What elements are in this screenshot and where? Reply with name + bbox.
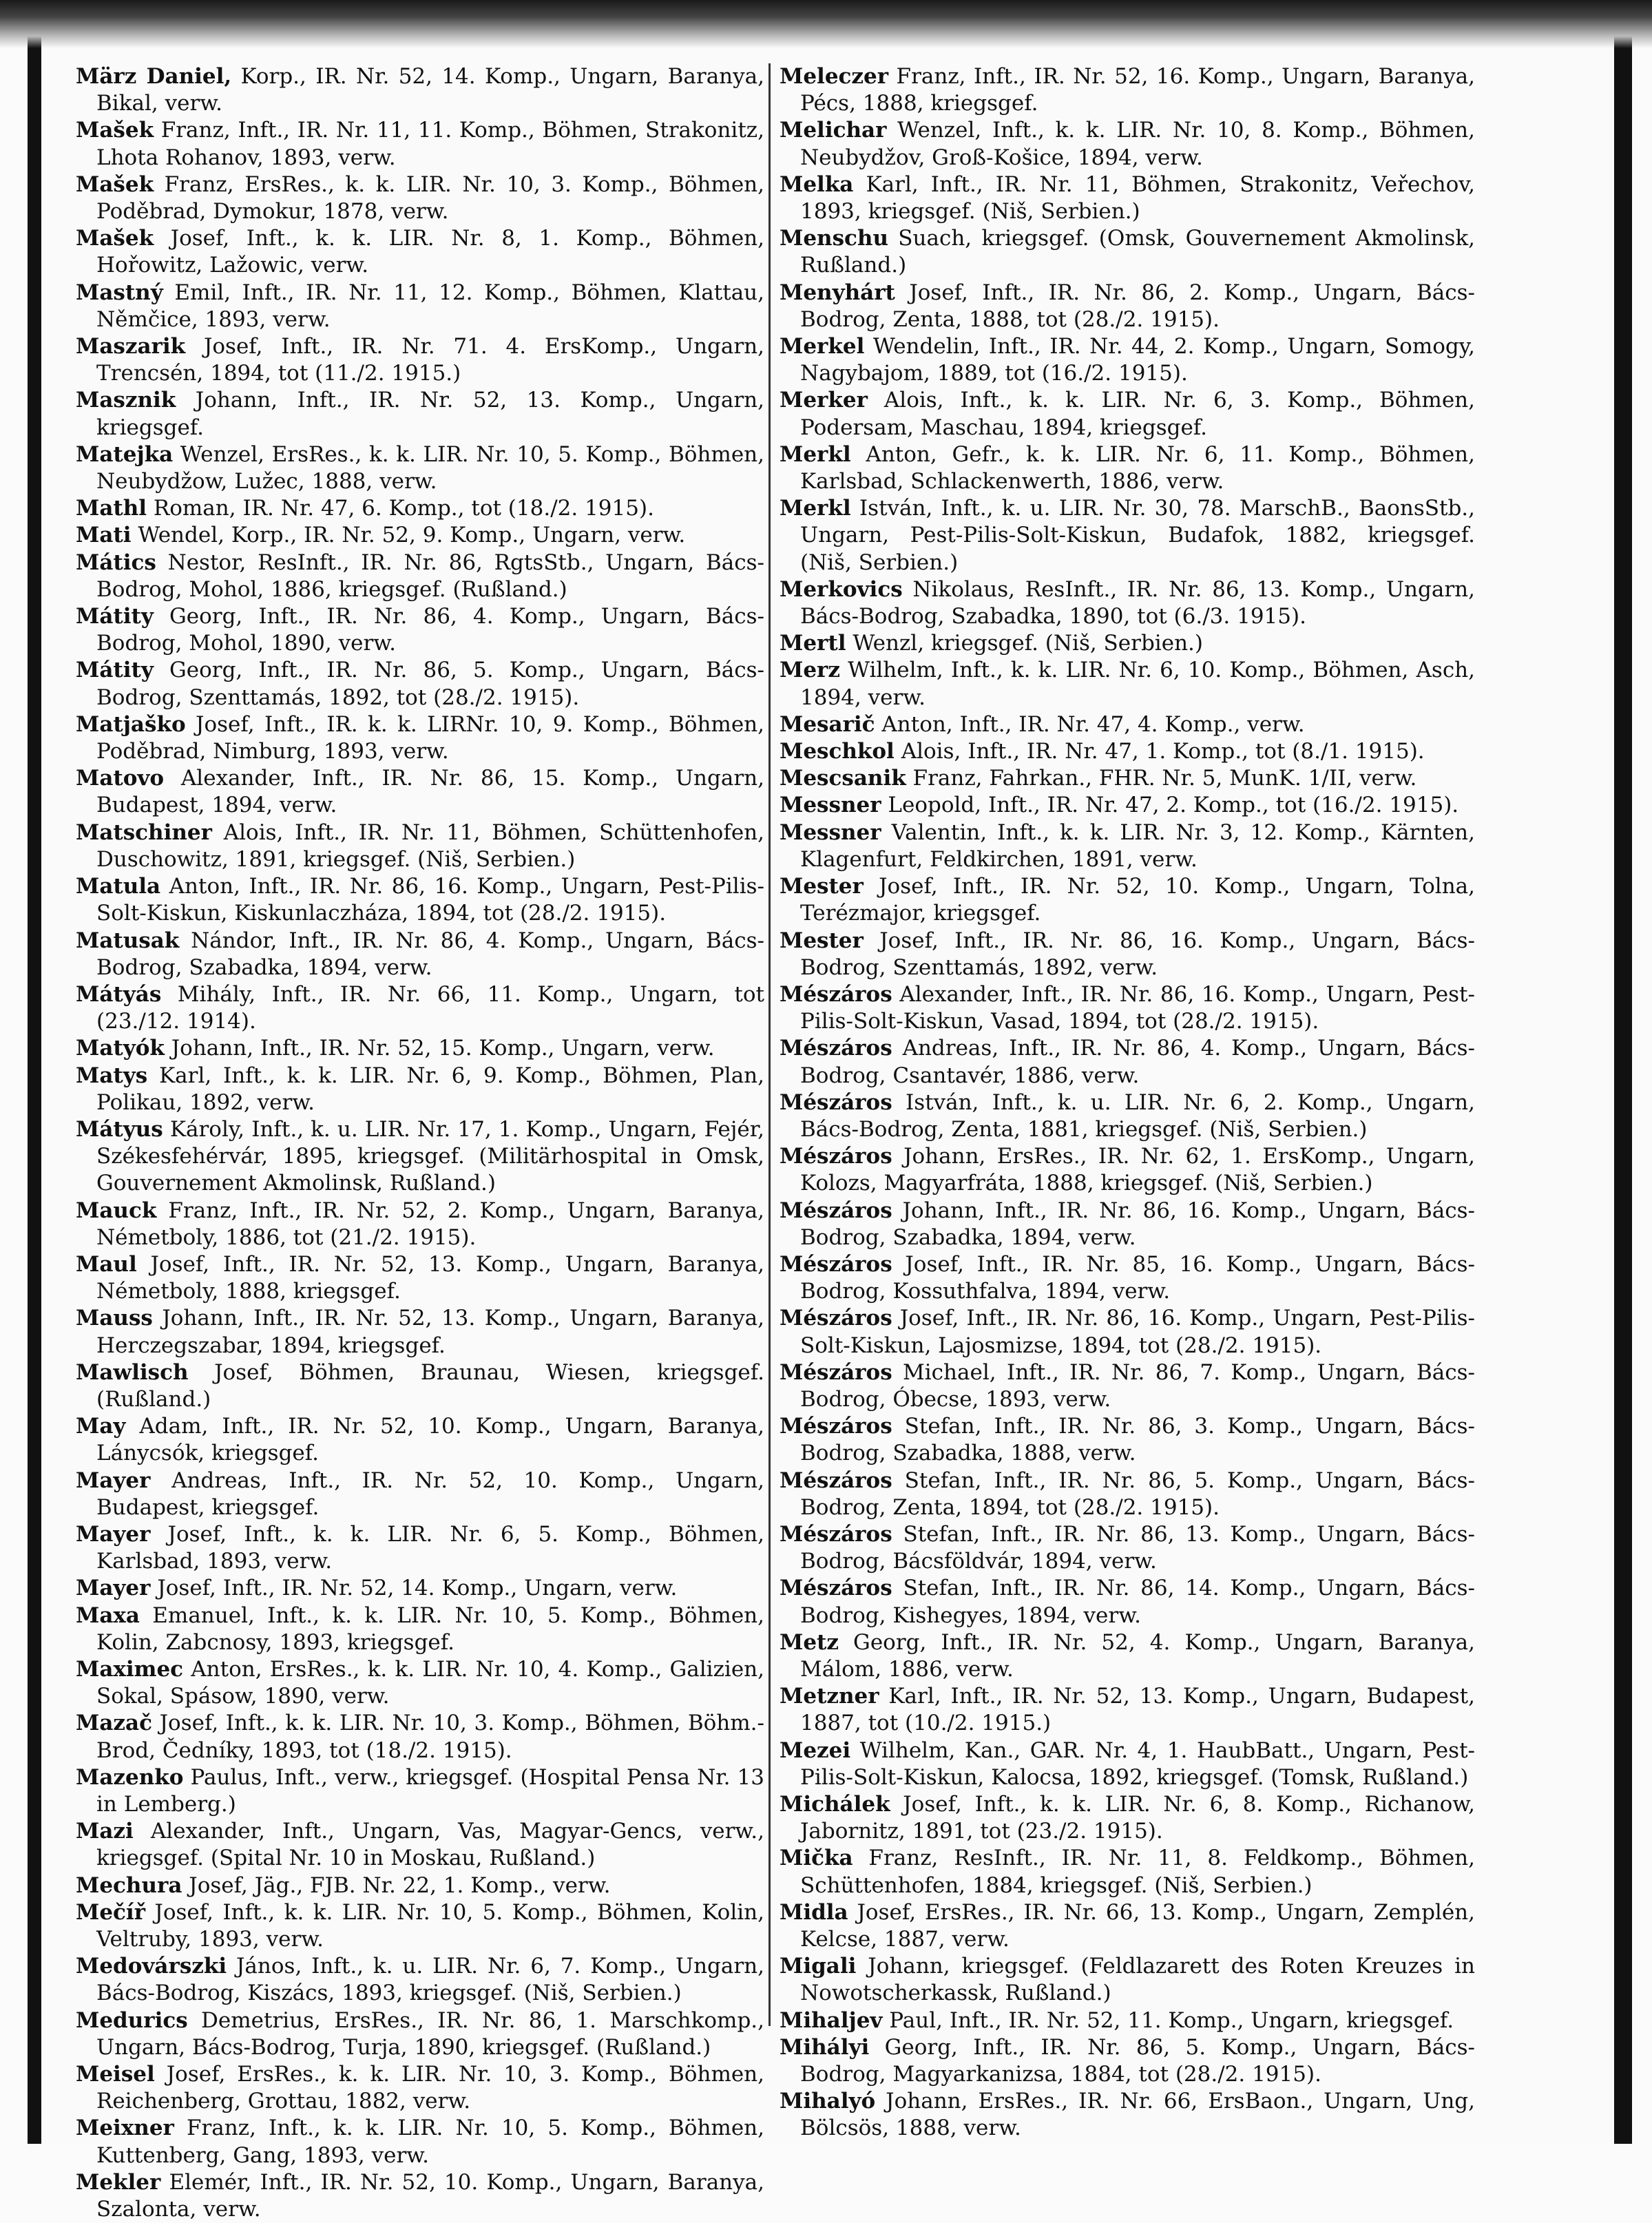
- entry-surname: Mészáros: [780, 1144, 892, 1169]
- register-entry: [76, 1198, 764, 1251]
- entry-details: Josef, ErsRes., k. k. LIR. Nr. 10, 3. Komp., Böhmen, Reichenberg, Grottau, 1882, verw.: [96, 2062, 764, 2114]
- entry-surname: Messner: [780, 820, 881, 845]
- entry-surname: Michálek: [780, 1792, 890, 1817]
- register-entry: [76, 1656, 764, 1710]
- entry-surname: Merker: [780, 388, 868, 413]
- register-entry: [76, 765, 764, 819]
- entry-surname: Merkl: [780, 496, 851, 521]
- entry-details: Nándor, Inft., IR. Nr. 86, 4. Komp., Ungarn, Bács-Bodrog, Szabadka, 1894, verw.: [96, 928, 764, 980]
- entry-surname: Matschiner: [76, 820, 212, 845]
- entry-details: Nikolaus, ResInft., IR. Nr. 86, 13. Komp., Ungarn, Bács-Bodrog, Szabadka, 1890, tot (6./3. 1915).: [800, 576, 1475, 629]
- entry-surname: Mészáros: [780, 1521, 892, 1547]
- entry-surname: Mašek: [76, 226, 154, 251]
- entry-details: Paulus, Inft., verw., kriegsgef. (Hospital Pensa Nr. 13 in Lemberg.): [96, 1764, 764, 1817]
- entry-surname: Mazi: [76, 1819, 134, 1844]
- register-entry: [780, 657, 1475, 711]
- register-entry: [76, 117, 764, 171]
- entry-details: Josef, Inft., IR. Nr. 52, 10. Komp., Ungarn, Tolna, Terézmajor, kriegsgef.: [800, 874, 1475, 926]
- entry-surname: Mescsanik: [780, 766, 906, 791]
- entry-details: Wilhelm, Kan., GAR. Nr. 4, 1. HaubBatt., Ungarn, Pest-Pilis-Solt-Kiskun, Kalocsa, 1892, kriegsgef. (Tomsk, Rußland.): [800, 1737, 1475, 1790]
- entry-details: Johann, Inft., IR. Nr. 52, 15. Komp., Ungarn, verw.: [164, 1036, 715, 1061]
- entry-surname: Merz: [780, 658, 840, 683]
- entry-details: Josef, Inft., k. k. LIR. Nr. 8, 1. Komp., Böhmen, Hořowitz, Lažowic, verw.: [96, 226, 764, 278]
- entry-details: Elemér, Inft., IR. Nr. 52, 10. Komp., Ungarn, Baranya, Szalonta, verw.: [96, 2169, 764, 2222]
- register-entry: [76, 225, 764, 279]
- column-divider: [769, 63, 771, 2026]
- register-entry: [780, 1468, 1475, 1521]
- entry-surname: Mazenko: [76, 1764, 184, 1790]
- entry-surname: Meisel: [76, 2062, 155, 2087]
- register-entry: [780, 2088, 1475, 2142]
- register-entry: [76, 1468, 764, 1521]
- entry-surname: Mészáros: [780, 1306, 892, 1331]
- entry-details: Alexander, Inft., IR. Nr. 86, 16. Komp., Ungarn, Pest-Pilis-Solt-Kiskun, Vasad, 1894, tot (28./2. 1915).: [800, 981, 1475, 1034]
- entry-details: Leopold, Inft., IR. Nr. 47, 2. Komp., tot (16./2. 1915).: [881, 793, 1459, 818]
- entry-details: Emil, Inft., IR. Nr. 11, 12. Komp., Böhmen, Klattau, Němčice, 1893, verw.: [96, 280, 764, 332]
- entry-details: Wenzl, kriegsgef. (Niš, Serbien.): [846, 631, 1203, 656]
- entry-surname: Mészáros: [780, 1414, 892, 1439]
- register-entry: [76, 63, 764, 117]
- entry-details: Georg, Inft., IR. Nr. 86, 5. Komp., Ungarn, Bács-Bodrog, Szenttamás, 1892, tot (28./2. 1915).: [96, 658, 764, 710]
- register-entry: [780, 1683, 1475, 1737]
- register-entry: [76, 820, 764, 873]
- register-entry: [780, 1198, 1475, 1251]
- register-entry: [76, 387, 764, 441]
- entry-details: Emanuel, Inft., k. k. LIR. Nr. 10, 5. Komp., Böhmen, Kolin, Zabcnosy, 1893, kriegsgef.: [96, 1603, 764, 1655]
- register-entry: [76, 522, 764, 549]
- entry-details: Josef, Böhmen, Braunau, Wiesen, kriegsgef. (Rußland.): [96, 1359, 764, 1412]
- entry-surname: Mayer: [76, 1468, 151, 1493]
- entry-surname: Mészáros: [780, 1251, 892, 1277]
- entry-surname: Matejka: [76, 441, 174, 467]
- entry-details: Franz, Fahrkan., FHR. Nr. 5, MunK. 1/II, verw.: [906, 766, 1417, 791]
- entry-surname: Mekler: [76, 2169, 161, 2195]
- register-entry: [76, 1872, 764, 1899]
- entry-details: Demetrius, ErsRes., IR. Nr. 86, 1. Marschkomp., Ungarn, Bács-Bodrog, Turja, 1890, kriegsgef. (Rußland.): [96, 2007, 764, 2060]
- register-entry: [780, 2007, 1475, 2034]
- entry-details: Anton, Inft., IR. Nr. 86, 16. Komp., Ungarn, Pest-Pilis-Solt-Kiskun, Kiskunlaczháza, 1894, tot (28./2. 1915).: [96, 874, 764, 926]
- entry-details: Johann, ErsRes., IR. Nr. 66, ErsBaon., Ungarn, Ung, Bölcsös, 1888, verw.: [800, 2089, 1475, 2141]
- entry-surname: März Daniel,: [76, 64, 232, 89]
- register-entry: [76, 873, 764, 927]
- register-entry: [76, 1359, 764, 1413]
- register-entry: [780, 1575, 1475, 1629]
- register-entry: [780, 280, 1475, 333]
- entry-surname: Mawlisch: [76, 1359, 189, 1385]
- entry-surname: Matula: [76, 874, 161, 899]
- entry-details: Josef, Inft., IR. Nr. 85, 16. Komp., Ungarn, Bács-Bodrog, Kossuthfalva, 1894, verw.: [800, 1251, 1475, 1304]
- entry-details: Josef, ErsRes., IR. Nr. 66, 13. Komp., Ungarn, Zemplén, Kelcse, 1887, verw.: [800, 1899, 1475, 1952]
- entry-surname: Merkovics: [780, 576, 903, 602]
- entry-surname: Mátity: [76, 658, 154, 683]
- entry-details: Georg, Inft., IR. Nr. 52, 4. Komp., Ungarn, Baranya, Málom, 1886, verw.: [800, 1629, 1475, 1682]
- entry-surname: Mauss: [76, 1306, 153, 1331]
- register-entry: [780, 711, 1475, 738]
- register-entry: [780, 495, 1475, 576]
- entry-details: Suach, kriegsgef. (Omsk, Gouvernement Akmolinsk, Rußland.): [800, 226, 1475, 278]
- entry-surname: Matjaško: [76, 711, 186, 737]
- register-entry: [76, 1063, 764, 1116]
- register-entry: [76, 1953, 764, 2007]
- entry-surname: Mészáros: [780, 1359, 892, 1385]
- register-entry: [76, 711, 764, 765]
- entry-details: Franz, Inft., IR. Nr. 52, 16. Komp., Ungarn, Baranya, Pécs, 1888, kriegsgef.: [800, 64, 1475, 116]
- right-column: [780, 63, 1475, 2142]
- register-entry: [76, 2115, 764, 2169]
- register-entry: [780, 1629, 1475, 1683]
- entry-details: Karl, Inft., k. k. LIR. Nr. 6, 9. Komp., Böhmen, Plan, Polikau, 1892, verw.: [96, 1063, 764, 1115]
- entry-details: Alexander, Inft., Ungarn, Vas, Magyar-Gencs, verw., kriegsgef. (Spital Nr. 10 in Moskau, Rußland.): [96, 1819, 764, 1871]
- entry-surname: Maszarik: [76, 334, 186, 359]
- entry-surname: Matyók: [76, 1036, 165, 1061]
- register-entry: [780, 1251, 1475, 1305]
- register-entry: [780, 576, 1475, 630]
- register-entry: [780, 1899, 1475, 1953]
- entry-details: Alexander, Inft., IR. Nr. 86, 15. Komp., Ungarn, Budapest, 1894, verw.: [96, 766, 764, 818]
- entry-details: Georg, Inft., IR. Nr. 86, 5. Komp., Ungarn, Bács-Bodrog, Magyarkanizsa, 1884, tot (28./2. 1915).: [800, 2034, 1475, 2087]
- entry-surname: Metz: [780, 1629, 839, 1655]
- entry-surname: Mátyás: [76, 981, 162, 1007]
- register-entry: [780, 1737, 1475, 1791]
- entry-surname: Mihályi: [780, 2034, 870, 2060]
- entry-details: Johann, Inft., IR. Nr. 52, 13. Komp., Ungarn, kriegsgef.: [96, 388, 764, 440]
- entry-details: Wilhelm, Inft., k. k. LIR. Nr. 6, 10. Komp., Böhmen, Asch, 1894, verw.: [800, 658, 1475, 710]
- entry-details: Alois, Inft., IR. Nr. 47, 1. Komp., tot (8./1. 1915).: [894, 739, 1425, 764]
- entry-details: Johann, ErsRes., IR. Nr. 62, 1. ErsKomp., Ungarn, Kolozs, Magyarfráta, 1888, kriegsgef. (Niš, Serbien.): [800, 1144, 1475, 1196]
- entry-details: Andreas, Inft., IR. Nr. 52, 10. Komp., Ungarn, Budapest, kriegsgef.: [96, 1468, 764, 1520]
- entry-surname: Matusak: [76, 928, 180, 953]
- entry-details: Franz, Inft., k. k. LIR. Nr. 10, 5. Komp., Böhmen, Kuttenberg, Gang, 1893, verw.: [96, 2116, 764, 2168]
- entry-details: Josef, Inft., IR. Nr. 86, 2. Komp., Ungarn, Bács-Bodrog, Zenta, 1888, tot (28./2. 1915).: [800, 280, 1475, 332]
- register-entry: [780, 1413, 1475, 1467]
- entry-details: Josef, Inft., k. k. LIR. Nr. 6, 8. Komp., Richanow, Jabornitz, 1891, tot (23./2. 1915).: [800, 1792, 1475, 1844]
- entry-surname: Mészáros: [780, 1468, 892, 1493]
- entry-surname: Mészáros: [780, 1089, 892, 1115]
- register-entry: [76, 1603, 764, 1656]
- entry-surname: Mašek: [76, 118, 154, 143]
- entry-surname: Mathl: [76, 496, 147, 521]
- register-entry: [780, 1521, 1475, 1575]
- register-entry: [780, 981, 1475, 1035]
- register-entry: [780, 1359, 1475, 1413]
- entry-details: Wenzel, ErsRes., k. k. LIR. Nr. 10, 5. Komp., Böhmen, Neubydžow, Lužec, 1888, verw.: [96, 441, 764, 494]
- register-entry: [76, 657, 764, 711]
- entry-details: Stefan, Inft., IR. Nr. 86, 3. Komp., Ungarn, Bács-Bodrog, Szabadka, 1888, verw.: [800, 1414, 1475, 1466]
- register-entry: [780, 1143, 1475, 1197]
- entry-surname: Mertl: [780, 631, 846, 656]
- entry-surname: Mauck: [76, 1198, 157, 1223]
- entry-details: Adam, Inft., IR. Nr. 52, 10. Komp., Ungarn, Baranya, Lánycsók, kriegsgef.: [96, 1414, 764, 1466]
- entry-surname: Messner: [780, 793, 881, 818]
- register-entry: [780, 1845, 1475, 1899]
- entry-surname: Melichar: [780, 118, 887, 143]
- entry-details: Josef, Inft., IR. Nr. 52, 14. Komp., Ungarn, verw.: [150, 1576, 678, 1601]
- entry-details: Anton, ErsRes., k. k. LIR. Nr. 10, 4. Komp., Galizien, Sokal, Spásow, 1890, verw.: [96, 1656, 764, 1709]
- register-entry: [76, 2061, 764, 2115]
- register-entry: [780, 1791, 1475, 1845]
- entry-surname: Mička: [780, 1846, 853, 1871]
- register-entry: [780, 765, 1475, 792]
- entry-surname: Matovo: [76, 766, 165, 791]
- entry-details: Johann, Inft., IR. Nr. 52, 13. Komp., Ungarn, Baranya, Herczegszabar, 1894, kriegsgef.: [96, 1306, 764, 1358]
- entry-surname: Mátyus: [76, 1116, 163, 1142]
- entry-details: Valentin, Inft., k. k. LIR. Nr. 3, 12. Komp., Kärnten, Klagenfurt, Feldkirchen, 1891, verw.: [800, 820, 1475, 872]
- entry-surname: Mayer: [76, 1576, 151, 1601]
- register-entry: [76, 171, 764, 225]
- entry-details: Josef, Inft., IR. Nr. 86, 16. Komp., Ungarn, Pest-Pilis-Solt-Kiskun, Lajosmizse, 1894, tot (28./2. 1915).: [800, 1306, 1475, 1358]
- entry-surname: Medovárszki: [76, 1954, 227, 1979]
- entry-surname: Mihalyó: [780, 2089, 876, 2114]
- register-entry: [76, 1710, 764, 1764]
- entry-surname: Meschkol: [780, 739, 895, 764]
- entry-surname: Mészáros: [780, 1198, 892, 1223]
- register-entry: [780, 2034, 1475, 2088]
- entry-surname: Mátics: [76, 550, 156, 575]
- entry-surname: Midla: [780, 1899, 848, 1925]
- register-entry: [780, 630, 1475, 657]
- entry-surname: Meleczer: [780, 64, 889, 89]
- register-entry: [780, 928, 1475, 981]
- entry-details: Alois, Inft., IR. Nr. 11, Böhmen, Schüttenhofen, Duschowitz, 1891, kriegsgef. (Niš, Serbien.): [96, 820, 764, 872]
- register-entry: [76, 1899, 764, 1953]
- entry-surname: Migali: [780, 1954, 857, 1979]
- register-entry: [76, 1116, 764, 1198]
- entry-details: Karl, Inft., IR. Nr. 11, Böhmen, Strakonitz, Veřechov, 1893, kriegsgef. (Niš, Serbien.): [800, 171, 1475, 225]
- entry-details: Wendel, Korp., IR. Nr. 52, 9. Komp., Ungarn, verw.: [131, 523, 686, 548]
- register-entry: [780, 738, 1475, 765]
- entry-details: Alois, Inft., k. k. LIR. Nr. 6, 3. Komp., Böhmen, Podersam, Maschau, 1894, kriegsgef.: [800, 388, 1475, 440]
- entry-surname: Mester: [780, 874, 864, 899]
- entry-details: Roman, IR. Nr. 47, 6. Komp., tot (18./2. 1915).: [147, 496, 654, 521]
- entry-surname: Merkel: [780, 334, 865, 359]
- register-entry: [780, 441, 1475, 495]
- register-entry: [76, 1818, 764, 1872]
- register-entry: [76, 1575, 764, 1602]
- register-entry: [76, 2007, 764, 2061]
- entry-surname: Menschu: [780, 226, 888, 251]
- entry-details: Mihály, Inft., IR. Nr. 66, 11. Komp., Ungarn, tot (23./12. 1914).: [96, 981, 764, 1034]
- register-entry: [76, 1035, 764, 1062]
- register-entry: [76, 603, 764, 657]
- entry-details: János, Inft., k. u. LIR. Nr. 6, 7. Komp., Ungarn, Bács-Bodrog, Kiszács, 1893, kriegsgef. (Niš, Serbien.): [96, 1954, 764, 2006]
- entry-surname: Masznik: [76, 388, 176, 413]
- entry-details: Josef, Inft., k. k. LIR. Nr. 10, 5. Komp., Böhmen, Kolin, Veltruby, 1893, verw.: [96, 1899, 764, 1952]
- entry-details: Anton, Gefr., k. k. LIR. Nr. 6, 11. Komp., Böhmen, Karlsbad, Schlackenwerth, 1886, verw.: [800, 441, 1475, 494]
- entry-surname: Mátity: [76, 604, 154, 629]
- register-entry: [780, 1305, 1475, 1359]
- entry-details: Andreas, Inft., IR. Nr. 86, 4. Komp., Ungarn, Bács-Bodrog, Csantavér, 1886, verw.: [800, 1036, 1475, 1088]
- entry-surname: Mečíř: [76, 1899, 146, 1925]
- register-entry: [76, 1251, 764, 1305]
- register-entry: [780, 117, 1475, 171]
- register-entry: [780, 1035, 1475, 1089]
- entry-details: István, Inft., k. u. LIR. Nr. 30, 78. MarschB., BaonsStb., Ungarn, Pest-Pilis-Solt-Kiskun, Budafok, 1882, kriegsgef. (Niš, Serbien.): [800, 496, 1475, 575]
- register-entry: [76, 495, 764, 522]
- entry-surname: Mészáros: [780, 1036, 892, 1061]
- entry-surname: Matys: [76, 1063, 148, 1088]
- register-entry: [76, 550, 764, 603]
- entry-details: Paul, Inft., IR. Nr. 52, 11. Komp., Ungarn, kriegsgef.: [882, 2007, 1454, 2033]
- entry-details: Josef, Inft., IR. Nr. 86, 16. Komp., Ungarn, Bács-Bodrog, Szenttamás, 1892, verw.: [800, 928, 1475, 980]
- entry-surname: Mechura: [76, 1872, 182, 1898]
- entry-details: Stefan, Inft., IR. Nr. 86, 13. Komp., Ungarn, Bács-Bodrog, Bácsföldvár, 1894, verw.: [800, 1521, 1475, 1574]
- entry-surname: Mezei: [780, 1737, 851, 1763]
- entry-surname: Mati: [76, 523, 132, 548]
- entry-surname: Mészáros: [780, 1576, 892, 1601]
- entry-surname: Mesarič: [780, 711, 875, 737]
- entry-surname: Merkl: [780, 441, 851, 467]
- register-entry: [780, 1089, 1475, 1143]
- register-entry: [76, 2169, 764, 2223]
- entry-surname: Meixner: [76, 2116, 174, 2141]
- entry-details: Karl, Inft., IR. Nr. 52, 13. Komp., Ungarn, Budapest, 1887, tot (10./2. 1915.): [800, 1684, 1475, 1736]
- entry-surname: Mihaljev: [780, 2007, 883, 2033]
- entry-details: Korp., IR. Nr. 52, 14. Komp., Ungarn, Baranya, Bikal, verw.: [96, 64, 764, 116]
- entry-surname: Maxa: [76, 1603, 140, 1628]
- register-entry: [76, 280, 764, 333]
- entry-surname: Maximec: [76, 1656, 184, 1682]
- register-entry: [780, 63, 1475, 117]
- register-entry: [76, 441, 764, 495]
- entry-surname: Mazač: [76, 1711, 152, 1736]
- entry-details: Károly, Inft., k. u. LIR. Nr. 17, 1. Komp., Ungarn, Fejér, Székesfehérvár, 1895, kriegsgef. (Militärhospital in Omsk, Gouvernement Akmolinsk, Rußland.): [96, 1116, 764, 1196]
- entry-surname: Medurics: [76, 2007, 188, 2033]
- entry-surname: Mayer: [76, 1521, 151, 1547]
- register-entry: [780, 171, 1475, 225]
- entry-surname: Melka: [780, 171, 854, 197]
- entry-details: Wendelin, Inft., IR. Nr. 44, 2. Komp., Ungarn, Somogy, Nagybajom, 1889, tot (16./2. 1915).: [800, 334, 1475, 386]
- register-entry: [780, 387, 1475, 441]
- register-entry: [780, 820, 1475, 873]
- register-entry: [76, 333, 764, 387]
- register-entry: [780, 873, 1475, 927]
- register-entry: [76, 1521, 764, 1575]
- register-entry: [780, 333, 1475, 387]
- entry-surname: Metzner: [780, 1684, 879, 1709]
- register-entry: [780, 225, 1475, 279]
- entry-details: Johann, kriegsgef. (Feldlazarett des Roten Kreuzes in Nowotscherkassk, Rußland.): [800, 1954, 1475, 2006]
- entry-details: Josef, Jäg., FJB. Nr. 22, 1. Komp., verw.: [182, 1872, 611, 1898]
- entry-details: Franz, ResInft., IR. Nr. 11, 8. Feldkomp., Böhmen, Schüttenhofen, 1884, kriegsgef. (Niš, Serbien.): [800, 1846, 1475, 1898]
- scan-top-edge: [0, 0, 1652, 48]
- entry-details: István, Inft., k. u. LIR. Nr. 6, 2. Komp., Ungarn, Bács-Bodrog, Zenta, 1881, kriegsgef. (Niš, Serbien.): [800, 1089, 1475, 1142]
- entry-details: Josef, Inft., IR. Nr. 71. 4. ErsKomp., Ungarn, Trencsén, 1894, tot (11./2. 1915.): [96, 334, 764, 386]
- register-entry: [76, 928, 764, 981]
- entry-details: Georg, Inft., IR. Nr. 86, 4. Komp., Ungarn, Bács-Bodrog, Mohol, 1890, verw.: [96, 604, 764, 656]
- entry-details: Josef, Inft., k. k. LIR. Nr. 6, 5. Komp., Böhmen, Karlsbad, 1893, verw.: [96, 1521, 764, 1574]
- entry-surname: Mészáros: [780, 981, 892, 1007]
- entry-details: Franz, Inft., IR. Nr. 11, 11. Komp., Böhmen, Strakonitz, Lhota Rohanov, 1893, verw.: [96, 118, 764, 170]
- entry-details: Josef, Inft., IR. k. k. LIRNr. 10, 9. Komp., Böhmen, Poděbrad, Nimburg, 1893, verw.: [96, 711, 764, 764]
- entry-surname: Menyhárt: [780, 280, 895, 305]
- register-entry: [76, 1764, 764, 1818]
- entry-details: Franz, Inft., IR. Nr. 52, 2. Komp., Ungarn, Baranya, Németboly, 1886, tot (21./2. 1915).: [96, 1198, 764, 1250]
- entry-surname: May: [76, 1414, 126, 1439]
- entry-surname: Maul: [76, 1251, 137, 1277]
- entry-surname: Mester: [780, 928, 864, 953]
- entry-surname: Mašek: [76, 171, 154, 197]
- register-entry: [76, 1305, 764, 1359]
- register-entry: [780, 1953, 1475, 2007]
- entry-surname: Mastný: [76, 280, 163, 305]
- entry-details: Stefan, Inft., IR. Nr. 86, 5. Komp., Ungarn, Bács-Bodrog, Zenta, 1894, tot (28./2. 1915).: [800, 1468, 1475, 1520]
- register-entry: [76, 1413, 764, 1467]
- entry-details: Johann, Inft., IR. Nr. 86, 16. Komp., Ungarn, Bács-Bodrog, Szabadka, 1894, verw.: [800, 1198, 1475, 1250]
- entry-details: Josef, Inft., IR. Nr. 52, 13. Komp., Ungarn, Baranya, Németboly, 1888, kriegsgef.: [96, 1251, 764, 1304]
- entry-details: Stefan, Inft., IR. Nr. 86, 14. Komp., Ungarn, Bács-Bodrog, Kishegyes, 1894, verw.: [800, 1576, 1475, 1628]
- register-entry: [780, 792, 1475, 819]
- entry-details: Anton, Inft., IR. Nr. 47, 4. Komp., verw.: [875, 711, 1305, 737]
- entry-details: Nestor, ResInft., IR. Nr. 86, RgtsStb., Ungarn, Bács-Bodrog, Mohol, 1886, kriegsgef. (Rußland.): [96, 550, 764, 602]
- entry-details: Franz, ErsRes., k. k. LIR. Nr. 10, 3. Komp., Böhmen, Poděbrad, Dymokur, 1878, verw.: [96, 171, 764, 225]
- left-column: [76, 63, 764, 2223]
- entry-details: Michael, Inft., IR. Nr. 86, 7. Komp., Ungarn, Bács-Bodrog, Óbecse, 1893, verw.: [800, 1359, 1475, 1412]
- register-entry: [76, 981, 764, 1035]
- entry-details: Wenzel, Inft., k. k. LIR. Nr. 10, 8. Komp., Böhmen, Neubydžov, Groß-Košice, 1894, verw.: [800, 118, 1475, 170]
- entry-details: Josef, Inft., k. k. LIR. Nr. 10, 3. Komp., Böhmen, Böhm.-Brod, Čedníky, 1893, tot (18./2. 1915).: [96, 1711, 764, 1763]
